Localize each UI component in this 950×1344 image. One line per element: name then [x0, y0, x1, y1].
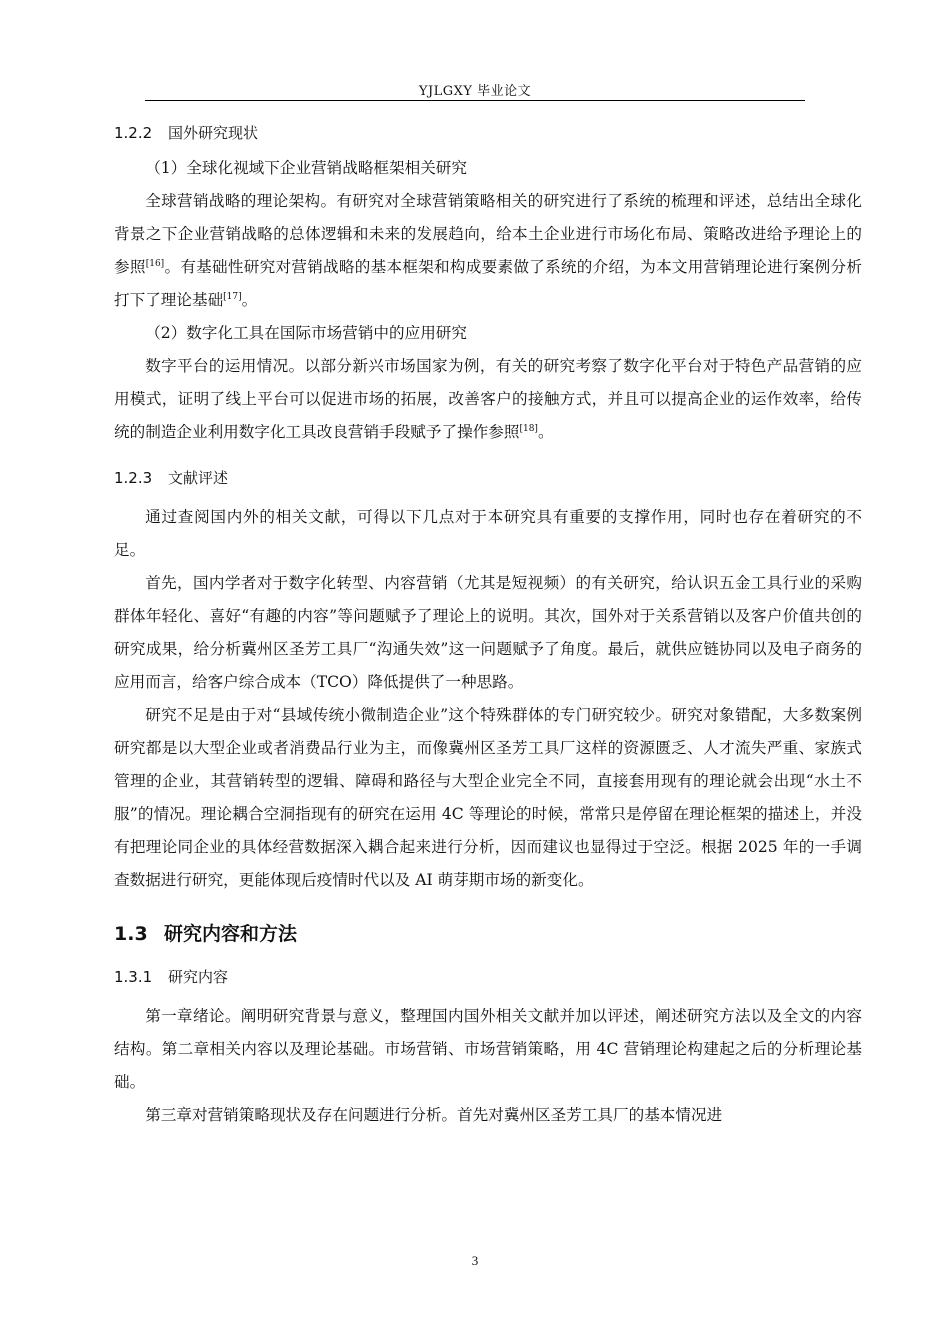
- section-heading-1-3-1: [114, 966, 862, 987]
- running-header: YJLGXY 毕业论文: [418, 84, 532, 99]
- paragraph: 通过查阅国内外的相关文献，可得以下几点对于本研究具有重要的支撑作用，同时也存在着研究的不足。: [114, 508, 862, 559]
- paragraph-text: 。: [241, 291, 258, 309]
- section-title: 研究内容和方法: [164, 923, 298, 945]
- section-number: 1.3.1: [114, 968, 153, 986]
- subheading-1: （1）全球化视域下企业营销战略框架相关研究: [145, 159, 467, 177]
- paragraph-text: 全球营销战略的理论架构。有研究对全球营销策略相关的研究进行了系统的梳理和评述，总结出全球化背景之下企业营销战略的总体逻辑和未来的发展趋向，给本土企业进行市场化布局、策略改进给予理论上的参照: [114, 192, 862, 276]
- section-title: 文献评述: [168, 469, 229, 487]
- paragraph: 第三章对营销策略现状及存在问题进行分析。首先对冀州区圣芳工具厂的基本情况进: [145, 1106, 723, 1124]
- header-rule: [145, 100, 805, 101]
- section-heading-1-3: [114, 919, 862, 946]
- section-title: 国外研究现状: [168, 124, 259, 142]
- paragraph: 首先，国内学者对于数字化转型、内容营销（尤其是短视频）的有关研究，给认识五金工具行业的采购群体年轻化、喜好“有趣的内容”等问题赋予了理论上的说明。其次，国外对于关系营销以及客户价值共创的研究成果，给分析冀州区圣芳工具厂“沟通失效”这一问题赋予了角度。最后，就供应链协同以及电子商务的应用而言，给客户综合成本（TCO）降低提供了一种思路。: [114, 574, 862, 691]
- paragraph-text: 。有基础性研究对营销战略的基本框架和构成要素做了系统的介绍，为本文用营销理论进行案例分析打下了理论基础: [114, 258, 862, 309]
- section-heading-1-2-3: [114, 467, 862, 488]
- citation: [18]: [519, 423, 538, 434]
- section-number: 1.2.2: [114, 124, 153, 142]
- section-number: 1.3: [114, 923, 148, 945]
- paragraph: [114, 350, 862, 449]
- section-heading-1-2-2: [114, 122, 862, 143]
- section-number: 1.2.3: [114, 469, 153, 487]
- page-body: [114, 118, 862, 1132]
- citation: [17]: [223, 291, 242, 302]
- paragraph-text: 数字平台的运用情况。以部分新兴市场国家为例，有关的研究考察了数字化平台对于特色产品营销的应用模式，证明了线上平台可以促进市场的拓展，改善客户的接触方式，并且可以提高企业的运作效率，给传统的制造企业利用数字化工具改良营销手段赋予了操作参照: [114, 357, 862, 441]
- paragraph: 第一章绪论。阐明研究背景与意义，整理国内国外相关文献并加以评述，阐述研究方法以及全文的内容结构。第二章相关内容以及理论基础。市场营销、市场营销策略，用 4C 营销理论构建起之后的分析理论基础。: [114, 1007, 862, 1091]
- paragraph: [114, 185, 862, 317]
- section-title: 研究内容: [168, 968, 229, 986]
- page-number: 3: [471, 1253, 479, 1268]
- subheading-2: （2）数字化工具在国际市场营销中的应用研究: [145, 324, 467, 342]
- paragraph: 研究不足是由于对“县域传统小微制造企业”这个特殊群体的专门研究较少。研究对象错配，大多数案例研究都是以大型企业或者消费品行业为主，而像冀州区圣芳工具厂这样的资源匮乏、人才流失严重、家族式管理的企业，其营销转型的逻辑、障碍和路径与大型企业完全不同，直接套用现有的理论就会出现“水土不服”的情况。理论耦合空洞指现有的研究在运用 4C 等理论的时候，常常只是停留在理论框架的描述上，并没有把理论同企业的具体经营数据深入耦合起来进行分析，因而建议也显得过于空泛。根据 2025 年的一手调查数据进行研究，更能体现后疫情时代以及 AI 萌芽期市场的新变化。: [114, 706, 862, 889]
- citation: [16]: [145, 258, 165, 269]
- paragraph-text: 。: [537, 423, 554, 441]
